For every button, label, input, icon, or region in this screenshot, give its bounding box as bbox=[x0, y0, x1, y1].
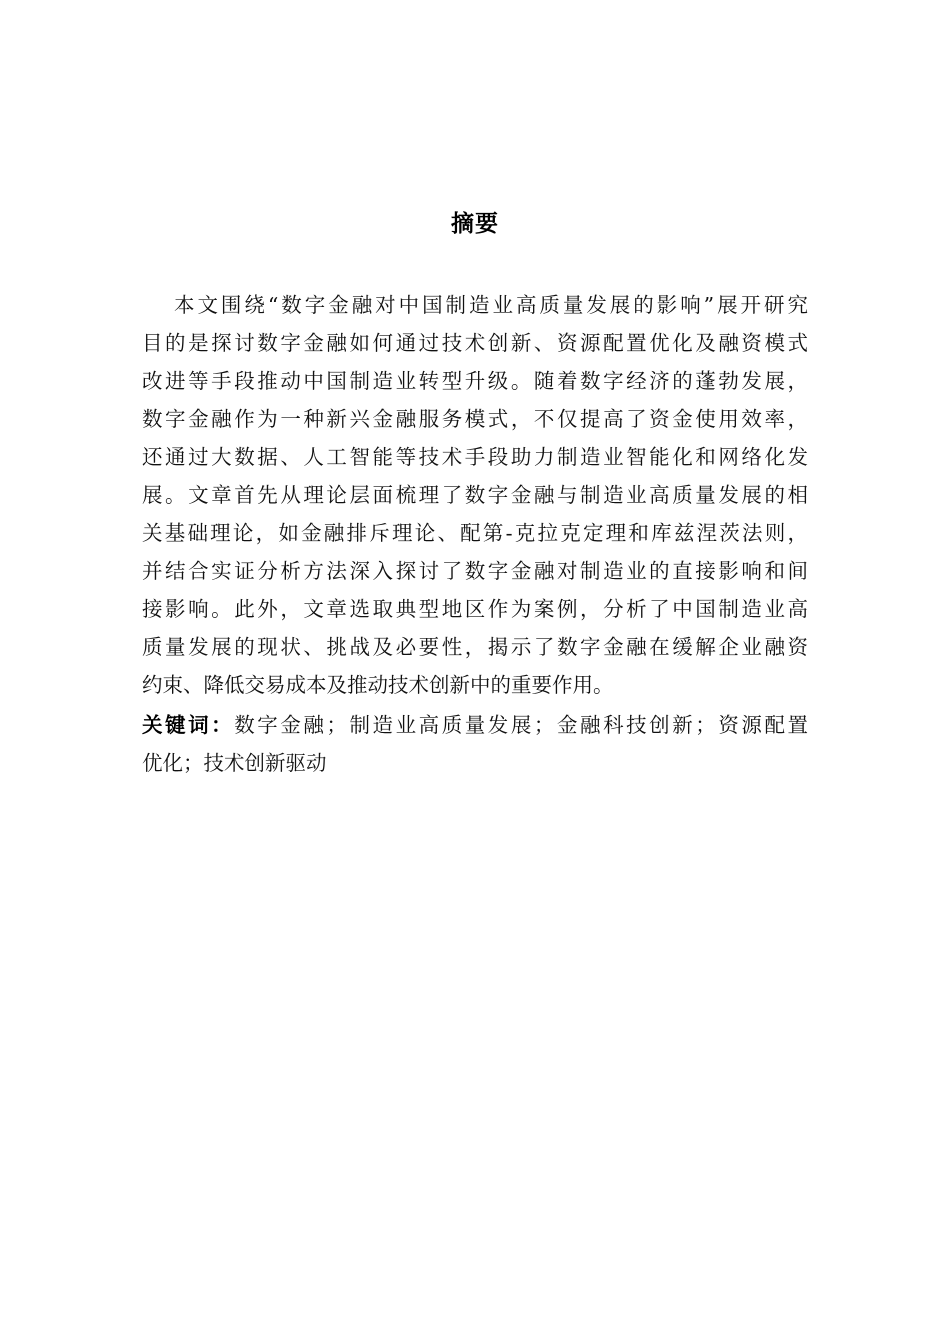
abstract-line: 改进等手段推动中国制造业转型升级。随着数字经济的蓬勃发展， bbox=[142, 369, 808, 393]
keywords-section bbox=[142, 706, 808, 782]
abstract-line: 约束、降低交易成本及推动技术创新中的重要作用。 bbox=[142, 673, 614, 697]
abstract-line: 并结合实证分析方法深入探讨了数字金融对制造业的直接影响和间 bbox=[142, 559, 808, 583]
abstract-line: 展。文章首先从理论层面梳理了数字金融与制造业高质量发展的相 bbox=[142, 483, 808, 507]
abstract-line: 本文围绕“数字金融对中国制造业高质量发展的影响”展开研究 bbox=[174, 293, 808, 317]
abstract-line: 接影响。此外，文章选取典型地区作为案例，分析了中国制造业高 bbox=[142, 597, 808, 621]
abstract-body bbox=[142, 286, 808, 704]
abstract-line: 质量发展的现状、挑战及必要性，揭示了数字金融在缓解企业融资 bbox=[142, 635, 808, 659]
abstract-line: 关基础理论，如金融排斥理论、配第-克拉克定理和库兹涅茨法则， bbox=[142, 521, 808, 545]
abstract-line: 目的是探讨数字金融如何通过技术创新、资源配置优化及融资模式 bbox=[142, 331, 808, 355]
keywords-label: 关键词： bbox=[142, 713, 235, 737]
keywords-line-1 bbox=[142, 706, 808, 744]
keywords-text: 优化；技术创新驱动 bbox=[142, 751, 327, 775]
abstract-line: 还通过大数据、人工智能等技术手段助力制造业智能化和网络化发 bbox=[142, 445, 808, 469]
keywords-text: 数字金融；制造业高质量发展；金融科技创新；资源配置 bbox=[234, 713, 809, 737]
abstract-title: 摘要 bbox=[451, 211, 499, 237]
abstract-line: 数字金融作为一种新兴金融服务模式，不仅提高了资金使用效率， bbox=[142, 407, 808, 431]
